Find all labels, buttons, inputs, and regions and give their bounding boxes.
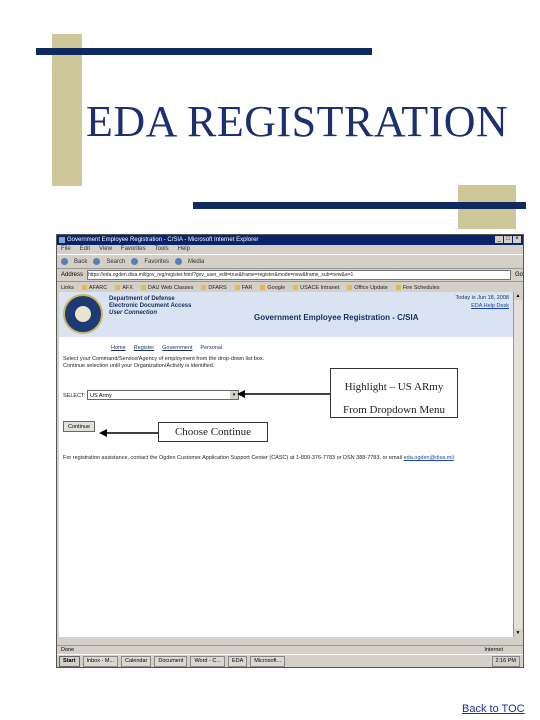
callout-dropdown: [330, 368, 458, 418]
media-icon[interactable]: [175, 258, 182, 265]
link-item-label: Google: [267, 284, 286, 291]
nav-personal: Personal: [200, 345, 223, 351]
browser-toolbar: [57, 254, 523, 269]
link-item[interactable]: [293, 285, 339, 291]
callout-continue: Choose Continue: [158, 422, 268, 442]
link-item[interactable]: [82, 285, 107, 291]
link-item-label: DAU Web Classes: [147, 284, 194, 291]
link-item[interactable]: [235, 285, 253, 291]
instruction-line: Continue selection until your Organization/Activity is identified.: [63, 363, 215, 369]
window-titlebar: [57, 235, 523, 245]
instruction-line: Select your Command/Service/Agency of employment from the drop-down list box.: [63, 356, 265, 362]
select-label: SELECT:: [63, 393, 86, 399]
link-item[interactable]: [115, 285, 133, 291]
date-text: Today is Jun 18, 2008: [455, 295, 509, 301]
link-item-label: DFARS: [208, 284, 227, 291]
link-icon: [115, 285, 120, 290]
site-header: [59, 292, 513, 337]
link-icon: [396, 285, 401, 290]
go-button[interactable]: Go: [514, 272, 523, 278]
assistance-note: [63, 455, 503, 462]
org-name: [109, 296, 191, 317]
taskbar-item[interactable]: EDA: [228, 656, 247, 667]
vertical-scrollbar[interactable]: [513, 292, 522, 637]
menu-tools[interactable]: Tools: [154, 246, 169, 252]
continue-button[interactable]: Continue: [63, 421, 95, 432]
chevron-down-icon[interactable]: ▾: [230, 391, 238, 399]
link-item-label: AFARC: [88, 284, 108, 291]
org-line: Electronic Document Access: [109, 303, 192, 309]
scroll-down-icon[interactable]: ▼: [515, 630, 521, 636]
favorites-button[interactable]: Favorites: [144, 258, 170, 265]
link-item[interactable]: [396, 285, 440, 291]
assistance-text: For registration assistance, contact the Ogden Customer Application Support Center (CASC) at 1-800-376-7783 or DSN 388-7783, or email: [63, 455, 403, 461]
callout-dropdown-line: From Dropdown Menu: [342, 404, 446, 416]
slide-title: EDA REGISTRATION: [86, 97, 509, 146]
taskbar-clock: 2:16 PM: [492, 656, 520, 667]
link-icon: [141, 285, 146, 290]
minimize-icon[interactable]: _: [495, 236, 503, 243]
status-text: Done: [61, 647, 75, 653]
agency-select[interactable]: [87, 390, 239, 400]
instructions: [63, 356, 264, 370]
link-item-label: USACE Intranet: [300, 284, 340, 291]
link-item-label: AFX: [122, 284, 133, 291]
search-icon[interactable]: [93, 258, 100, 265]
back-button[interactable]: Back: [74, 258, 88, 265]
link-icon: [347, 285, 352, 290]
media-button[interactable]: Media: [188, 258, 205, 265]
link-item[interactable]: [141, 285, 193, 291]
link-icon: [260, 285, 265, 290]
browser-window-screenshot: [56, 234, 524, 668]
decorative-navy-bar-top: [36, 48, 372, 55]
link-item[interactable]: [201, 285, 226, 291]
dod-seal-icon: [63, 294, 103, 334]
assistance-email-link[interactable]: eda.ogden@disa.mil: [403, 455, 454, 461]
breadcrumb: [111, 345, 222, 351]
decorative-navy-bar-mid: [193, 202, 526, 209]
nav-register[interactable]: Register: [133, 345, 155, 351]
address-input[interactable]: https://eda.ogden.disa.mil/gov_reg/register.html?gov_user_edit=true&frame=register&mode=new&frame_sub=new&a=1: [87, 270, 511, 280]
help-desk-link[interactable]: EDA Help Desk: [471, 303, 509, 309]
maximize-icon[interactable]: □: [504, 236, 512, 243]
nav-government[interactable]: Government: [162, 345, 193, 351]
scroll-up-icon[interactable]: ▲: [515, 293, 521, 299]
menu-file[interactable]: File: [61, 246, 71, 252]
decorative-tan-block-left: [52, 34, 82, 186]
link-icon: [82, 285, 87, 290]
address-bar: [57, 269, 523, 281]
menu-bar: [57, 245, 523, 254]
back-to-toc-link[interactable]: Back to TOC: [462, 703, 525, 715]
status-zone: Internet: [484, 647, 503, 653]
window-title: Government Employee Registration - C/SIA - Microsoft Internet Explorer: [67, 237, 259, 243]
link-item-label: Office Update: [354, 284, 388, 291]
link-item[interactable]: [260, 285, 285, 291]
page-heading: Government Employee Registration - C/SIA: [254, 313, 419, 322]
page-content: [59, 292, 513, 637]
close-icon[interactable]: ×: [513, 236, 521, 243]
callout-dropdown-line: Highlight – US ARmy: [344, 381, 444, 393]
link-icon: [201, 285, 206, 290]
menu-view[interactable]: View: [99, 246, 112, 252]
link-item[interactable]: [347, 285, 388, 291]
menu-favorites[interactable]: Favorites: [120, 246, 146, 252]
taskbar-item[interactable]: Inbox - M...: [83, 656, 119, 667]
link-icon: [293, 285, 298, 290]
agency-select-value: US Army: [90, 393, 112, 399]
nav-home[interactable]: Home: [111, 345, 126, 351]
org-line: User Connection: [109, 310, 158, 316]
ie-icon: [59, 237, 65, 243]
org-line: Department of Defense: [109, 296, 175, 302]
search-button[interactable]: Search: [106, 258, 126, 265]
back-icon[interactable]: [61, 258, 68, 265]
menu-edit[interactable]: Edit: [79, 246, 91, 252]
link-item-label: Fire Schedules: [402, 284, 440, 291]
taskbar-item[interactable]: Document: [154, 656, 187, 667]
menu-help[interactable]: Help: [177, 246, 190, 252]
taskbar-item[interactable]: Calendar: [121, 656, 151, 667]
address-label: Address: [61, 272, 84, 278]
link-item-label: FAR: [241, 284, 253, 291]
start-button[interactable]: Start: [59, 656, 80, 667]
status-bar: [57, 645, 523, 653]
links-label: Links: [61, 284, 74, 291]
link-icon: [235, 285, 240, 290]
favorites-icon[interactable]: [131, 258, 138, 265]
taskbar-item[interactable]: Word - C...: [190, 656, 225, 667]
taskbar: [57, 654, 523, 667]
taskbar-item[interactable]: Microsoft...: [250, 656, 285, 667]
